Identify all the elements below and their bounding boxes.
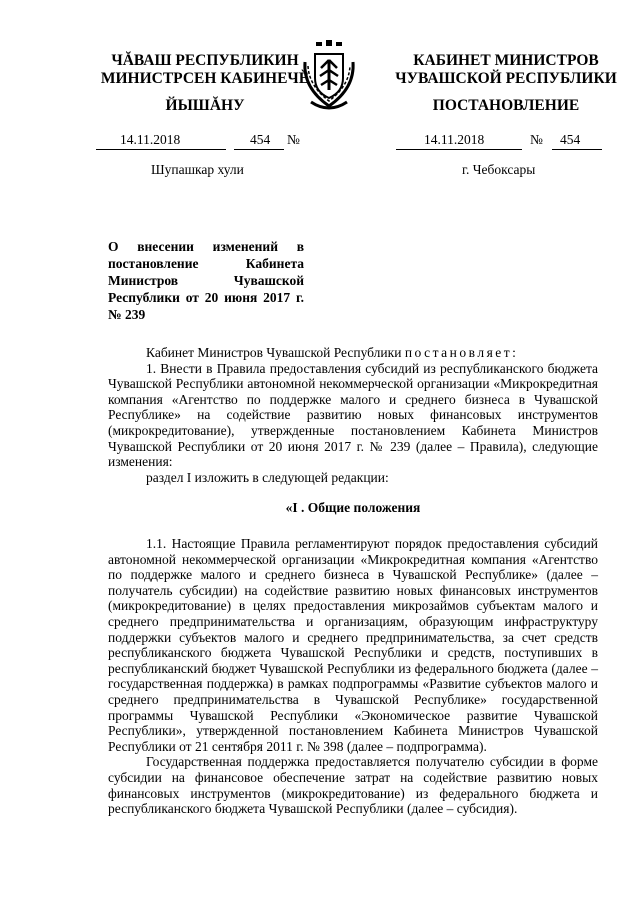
left-date: 14.11.2018 — [120, 132, 181, 147]
left-place: Шупашкар хули — [151, 162, 244, 177]
document-body — [108, 345, 598, 485]
left-date-underline — [96, 149, 226, 150]
document-subject: О внесении изменений в постановление Кабинета Министров Чувашской Республики от 20 июня 2017 г. № 239 — [108, 239, 304, 322]
header-right-line-1: КАБИНЕТ МИНИСТРОВ — [413, 52, 599, 69]
right-date: 14.11.2018 — [424, 132, 485, 147]
section-body — [108, 536, 598, 817]
section-paragraph-2: Государственная поддержка предоставляется получателю субсидии в форме субсидии на финансовое обеспечение затрат на содействие развитию новых финансовых инструментов (микрокредитование) из федерального бюджета и республиканского бюджета Чувашской Республики (далее – субсидия). — [108, 754, 598, 817]
right-place: г. Чебоксары — [462, 162, 536, 177]
header-left-line-1: ЧĂВАШ РЕСПУБЛИКИН — [111, 52, 299, 69]
section-paragraph-1: 1.1. Настоящие Правила регламентируют порядок предоставления субсидий автономной некоммерческой организации «Микрокредитная компания «Агентство по поддержке малого и среднего бизнеса в Чувашской Республике» (далее – получатель субсидии) на содействие развитию новых финансовых инструментов (микрокредитование) в целях предоставления микрозаймов субъектам малого и среднего предпринимательства и организациям, образующим инфраструктуру поддержки субъектов малого и среднего предпринимательства, за счет средств республиканского бюджета Чувашской Республики и средств, поступивших в республиканский бюджет Чувашской Республики из федерального бюджета (далее – государственная поддержка) в рамках подпрограммы «Развитие субъектов малого и среднего предпринимательства в Чувашской Республике» государственной программы Чувашской Республики «Экономическое развитие Чувашской Республики», утвержденной постановлением Кабинета Министров Чувашской Республики от 21 сентября 2011 г. № 398 (далее – подпрограмма). — [108, 536, 598, 754]
left-number-sign: № — [287, 132, 300, 147]
header-left — [80, 52, 330, 88]
preamble — [108, 345, 598, 361]
preamble-verb: постановляет: — [404, 345, 519, 360]
header-left-line-2: МИНИСТРСЕН КАБИНЕЧĔ — [100, 70, 310, 87]
header-right — [381, 52, 631, 88]
right-number-underline — [552, 149, 602, 150]
right-date-underline — [396, 149, 522, 150]
right-number-sign: № — [530, 132, 543, 147]
right-number: 454 — [560, 132, 581, 147]
header-left-title: ЙЫШĂНУ — [165, 97, 245, 114]
section-title: «I . Общие положения — [285, 500, 421, 515]
left-number-underline — [234, 149, 284, 150]
paragraph-2: раздел I изложить в следующей редакции: — [146, 469, 389, 485]
preamble-issuer: Кабинет Министров Чувашской Республики — [146, 345, 402, 360]
paragraph-1: 1. Внести в Правила предоставления субсидий из республиканского бюджета Чувашской Республики автономной некоммерческой организации «Микрокредитная компания «Агентство по поддержке малого и среднего бизнеса в Чувашской Республике» на содействие развитию новых финансовых инструментов (микрокредитование), утвержденные постановлением Кабинета Министров Чувашской Республики от 20 июня 2017 г. № 239 (далее – Правила), следующие изменения: — [108, 360, 598, 470]
coat-of-arms-emblem — [299, 40, 359, 114]
header-right-line-2: ЧУВАШСКОЙ РЕСПУБЛИКИ — [395, 70, 617, 87]
header-right-title: ПОСТАНОВЛЕНИЕ — [432, 97, 580, 114]
left-number: 454 — [250, 132, 271, 147]
